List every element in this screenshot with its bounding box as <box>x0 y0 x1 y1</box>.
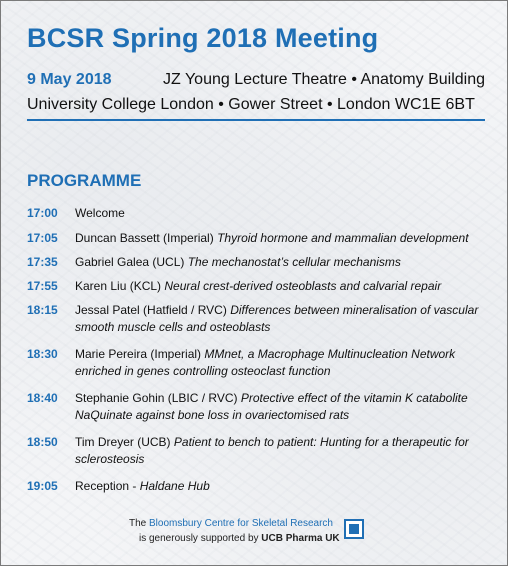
meeting-address: University College London • Gower Street • London WC1E 6BT <box>27 96 475 113</box>
bcsr-link[interactable]: Bloomsbury Centre for Skeletal Research <box>149 518 333 529</box>
footer-support-text: is generously supported by <box>139 533 262 544</box>
agenda-item <box>27 230 495 247</box>
agenda-item <box>27 390 495 424</box>
agenda-speaker: Jessal Patel (Hatfield / RVC) <box>75 303 227 317</box>
page-title: BCSR Spring 2018 Meeting <box>27 23 379 53</box>
agenda-time: 18:40 <box>27 391 58 405</box>
footer-prefix: The <box>129 518 150 529</box>
agenda-time: 19:05 <box>27 479 58 493</box>
agenda-item <box>27 346 495 380</box>
agenda-topic: Haldane Hub <box>139 479 210 493</box>
header-divider <box>27 119 485 121</box>
agenda-topic: Neural crest-derived osteoblasts and calvarial repair <box>164 279 442 293</box>
agenda-topic: Patient to bench to patient: Hunting for a therapeutic for sclerosteosis <box>75 435 469 466</box>
agenda-item <box>27 434 495 468</box>
ucb-logo-icon <box>344 519 364 539</box>
agenda-item <box>27 254 495 271</box>
agenda-time: 17:05 <box>27 231 58 245</box>
agenda-list <box>27 205 495 495</box>
agenda-time: 18:30 <box>27 347 58 361</box>
agenda-topic: The mechanostat’s cellular mechanisms <box>187 255 401 269</box>
agenda-speaker: Stephanie Gohin (LBIC / RVC) <box>75 391 238 405</box>
meeting-venue: JZ Young Lecture Theatre • Anatomy Building <box>163 71 485 88</box>
meeting-date: 9 May 2018 <box>27 71 112 88</box>
agenda-time: 17:55 <box>27 279 58 293</box>
agenda-item <box>27 478 495 495</box>
agenda-speaker: Duncan Bassett (Imperial) <box>75 231 214 245</box>
agenda-speaker: Welcome <box>75 206 125 220</box>
date-venue-line <box>27 71 485 89</box>
agenda-speaker: Gabriel Galea (UCL) <box>75 255 185 269</box>
sponsor-name: UCB Pharma UK <box>261 533 340 544</box>
agenda-speaker: Tim Dreyer (UCB) <box>75 435 171 449</box>
agenda-time: 18:15 <box>27 303 58 317</box>
agenda-topic: Protective effect of the vitamin K catabolite NaQuinate against bone loss in ovariectomised rats <box>75 391 468 422</box>
agenda-speaker: Karen Liu (KCL) <box>75 279 162 293</box>
agenda-item <box>27 278 495 295</box>
agenda-time: 18:50 <box>27 435 58 449</box>
agenda-item <box>27 205 495 222</box>
agenda-time: 17:00 <box>27 206 58 220</box>
programme-heading: PROGRAMME <box>27 171 142 190</box>
agenda-topic: Differences between mineralisation of vascular smooth muscle cells and osteoblasts <box>75 303 479 334</box>
agenda-speaker: Reception - <box>75 479 140 493</box>
agenda-topic: MMnet, a Macrophage Multinucleation Network enriched in genes controlling osteoclast function <box>75 347 456 378</box>
sponsor-footer <box>129 516 340 546</box>
agenda-time: 17:35 <box>27 255 58 269</box>
agenda-topic: Thyroid hormone and mammalian development <box>217 231 469 245</box>
agenda-item <box>27 302 495 336</box>
agenda-speaker: Marie Pereira (Imperial) <box>75 347 202 361</box>
